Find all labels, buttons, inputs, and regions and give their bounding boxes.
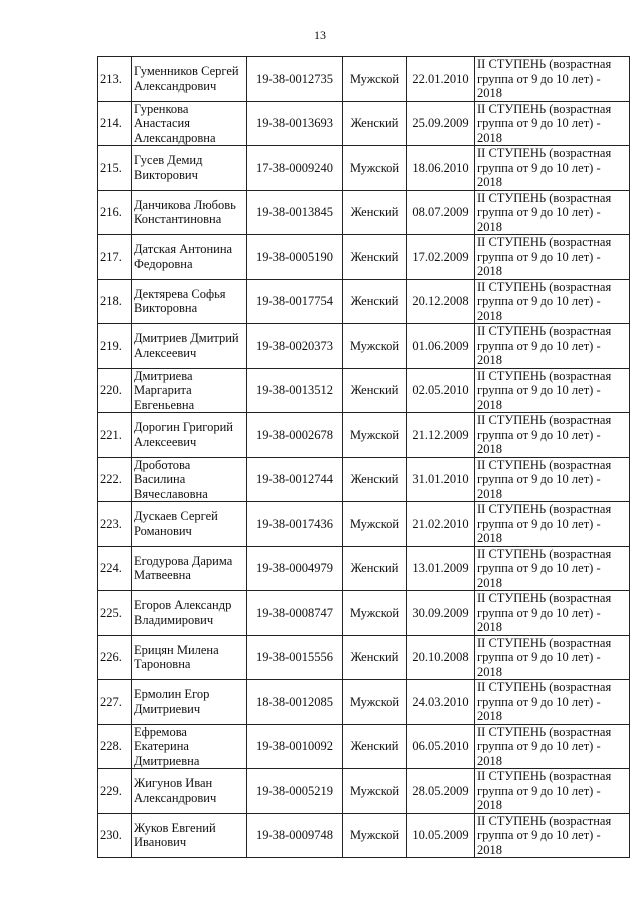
gto-level: II СТУПЕНЬ (возрастная группа от 9 до 10 лет) - 2018 (475, 591, 630, 636)
participant-sex: Мужской (343, 324, 407, 369)
table-row (98, 368, 630, 413)
participant-id: 19-38-0013845 (247, 190, 343, 235)
birth-date: 28.05.2009 (407, 769, 475, 814)
participant-name: Гуренкова Анастасия Александровна (132, 101, 247, 146)
table-row (98, 146, 630, 191)
participant-id: 19-38-0002678 (247, 413, 343, 458)
participant-sex: Женский (343, 279, 407, 324)
gto-level: II СТУПЕНЬ (возрастная группа от 9 до 10 лет) - 2018 (475, 101, 630, 146)
participant-sex: Мужской (343, 413, 407, 458)
birth-date: 08.07.2009 (407, 190, 475, 235)
birth-date: 24.03.2010 (407, 680, 475, 725)
table-row (98, 591, 630, 636)
gto-level: II СТУПЕНЬ (возрастная группа от 9 до 10 лет) - 2018 (475, 57, 630, 102)
participant-id: 19-38-0020373 (247, 324, 343, 369)
participant-sex: Женский (343, 457, 407, 502)
participant-sex: Женский (343, 368, 407, 413)
table-row (98, 769, 630, 814)
gto-level: II СТУПЕНЬ (возрастная группа от 9 до 10 лет) - 2018 (475, 368, 630, 413)
participant-id: 19-38-0012744 (247, 457, 343, 502)
participant-sex: Женский (343, 101, 407, 146)
participant-name: Жуков Евгений Иванович (132, 813, 247, 858)
table-row (98, 235, 630, 280)
gto-level: II СТУПЕНЬ (возрастная группа от 9 до 10 лет) - 2018 (475, 680, 630, 725)
participant-id: 19-38-0013512 (247, 368, 343, 413)
gto-level: II СТУПЕНЬ (возрастная группа от 9 до 10 лет) - 2018 (475, 546, 630, 591)
row-number: 227. (98, 680, 132, 725)
gto-level: II СТУПЕНЬ (возрастная группа от 9 до 10 лет) - 2018 (475, 190, 630, 235)
gto-level: II СТУПЕНЬ (возрастная группа от 9 до 10 лет) - 2018 (475, 769, 630, 814)
birth-date: 31.01.2010 (407, 457, 475, 502)
row-number: 216. (98, 190, 132, 235)
participant-id: 19-38-0005190 (247, 235, 343, 280)
table-row (98, 546, 630, 591)
participant-id: 19-38-0015556 (247, 635, 343, 680)
participant-id: 19-38-0005219 (247, 769, 343, 814)
row-number: 217. (98, 235, 132, 280)
birth-date: 21.12.2009 (407, 413, 475, 458)
gto-level: II СТУПЕНЬ (возрастная группа от 9 до 10 лет) - 2018 (475, 457, 630, 502)
participant-name: Ермолин Егор Дмитриевич (132, 680, 247, 725)
participant-name: Гусев Демид Викторович (132, 146, 247, 191)
birth-date: 13.01.2009 (407, 546, 475, 591)
table-row (98, 324, 630, 369)
gto-level: II СТУПЕНЬ (возрастная группа от 9 до 10 лет) - 2018 (475, 324, 630, 369)
participant-sex: Мужской (343, 769, 407, 814)
participant-sex: Мужской (343, 813, 407, 858)
participant-id: 19-38-0010092 (247, 724, 343, 769)
participant-sex: Женский (343, 546, 407, 591)
participant-name: Егодурова Дарима Матвеевна (132, 546, 247, 591)
birth-date: 21.02.2010 (407, 502, 475, 547)
row-number: 214. (98, 101, 132, 146)
birth-date: 02.05.2010 (407, 368, 475, 413)
participant-id: 19-38-0004979 (247, 546, 343, 591)
participant-name: Дмитриева Маргарита Евгеньевна (132, 368, 247, 413)
participant-name: Дорогин Григорий Алексеевич (132, 413, 247, 458)
row-number: 223. (98, 502, 132, 547)
participants-table-body (98, 57, 630, 858)
participant-sex: Мужской (343, 591, 407, 636)
row-number: 230. (98, 813, 132, 858)
birth-date: 18.06.2010 (407, 146, 475, 191)
participant-id: 19-38-0017754 (247, 279, 343, 324)
birth-date: 22.01.2010 (407, 57, 475, 102)
gto-level: II СТУПЕНЬ (возрастная группа от 9 до 10 лет) - 2018 (475, 413, 630, 458)
table-row (98, 502, 630, 547)
participant-id: 19-38-0012735 (247, 57, 343, 102)
participant-name: Дектярева Софья Викторовна (132, 279, 247, 324)
table-row (98, 279, 630, 324)
row-number: 213. (98, 57, 132, 102)
row-number: 218. (98, 279, 132, 324)
table-row (98, 457, 630, 502)
participant-sex: Женский (343, 635, 407, 680)
gto-level: II СТУПЕНЬ (возрастная группа от 9 до 10 лет) - 2018 (475, 235, 630, 280)
participant-name: Дмитриев Дмитрий Алексеевич (132, 324, 247, 369)
participant-sex: Женский (343, 724, 407, 769)
gto-level: II СТУПЕНЬ (возрастная группа от 9 до 10 лет) - 2018 (475, 724, 630, 769)
row-number: 219. (98, 324, 132, 369)
row-number: 222. (98, 457, 132, 502)
row-number: 221. (98, 413, 132, 458)
table-row (98, 813, 630, 858)
table-row (98, 190, 630, 235)
table-row (98, 680, 630, 725)
participant-name: Дускаев Сергей Романович (132, 502, 247, 547)
row-number: 224. (98, 546, 132, 591)
participant-name: Жигунов Иван Александрович (132, 769, 247, 814)
gto-level: II СТУПЕНЬ (возрастная группа от 9 до 10 лет) - 2018 (475, 502, 630, 547)
participant-name: Егоров Александр Владимирович (132, 591, 247, 636)
birth-date: 17.02.2009 (407, 235, 475, 280)
participant-sex: Мужской (343, 57, 407, 102)
row-number: 228. (98, 724, 132, 769)
participant-name: Ефремова Екатерина Дмитриевна (132, 724, 247, 769)
participant-sex: Мужской (343, 680, 407, 725)
row-number: 215. (98, 146, 132, 191)
row-number: 226. (98, 635, 132, 680)
table-row (98, 101, 630, 146)
birth-date: 01.06.2009 (407, 324, 475, 369)
participant-name: Данчикова Любовь Константиновна (132, 190, 247, 235)
participant-name: Датская Антонина Федоровна (132, 235, 247, 280)
birth-date: 20.10.2008 (407, 635, 475, 680)
participant-sex: Мужской (343, 502, 407, 547)
participant-name: Ерицян Милена Тароновна (132, 635, 247, 680)
birth-date: 10.05.2009 (407, 813, 475, 858)
table-row (98, 724, 630, 769)
participant-id: 18-38-0012085 (247, 680, 343, 725)
gto-level: II СТУПЕНЬ (возрастная группа от 9 до 10 лет) - 2018 (475, 146, 630, 191)
gto-level: II СТУПЕНЬ (возрастная группа от 9 до 10 лет) - 2018 (475, 279, 630, 324)
participant-sex: Женский (343, 235, 407, 280)
participants-table (97, 56, 630, 858)
birth-date: 20.12.2008 (407, 279, 475, 324)
row-number: 229. (98, 769, 132, 814)
birth-date: 25.09.2009 (407, 101, 475, 146)
participant-name: Дробот‌ова Василина Вячеславовна (132, 457, 247, 502)
table-row (98, 635, 630, 680)
participant-id: 19-38-0009748 (247, 813, 343, 858)
participant-id: 19-38-0017436 (247, 502, 343, 547)
participant-sex: Мужской (343, 146, 407, 191)
participant-id: 17-38-0009240 (247, 146, 343, 191)
gto-level: II СТУПЕНЬ (возрастная группа от 9 до 10 лет) - 2018 (475, 635, 630, 680)
birth-date: 30.09.2009 (407, 591, 475, 636)
participant-name: Гуменников Сергей Александрович (132, 57, 247, 102)
row-number: 220. (98, 368, 132, 413)
participant-sex: Женский (343, 190, 407, 235)
gto-level: II СТУПЕНЬ (возрастная группа от 9 до 10 лет) - 2018 (475, 813, 630, 858)
participant-id: 19-38-0013693 (247, 101, 343, 146)
table-row (98, 57, 630, 102)
table-row (98, 413, 630, 458)
row-number: 225. (98, 591, 132, 636)
page-number: 13 (314, 28, 326, 42)
participant-id: 19-38-0008747 (247, 591, 343, 636)
birth-date: 06.05.2010 (407, 724, 475, 769)
